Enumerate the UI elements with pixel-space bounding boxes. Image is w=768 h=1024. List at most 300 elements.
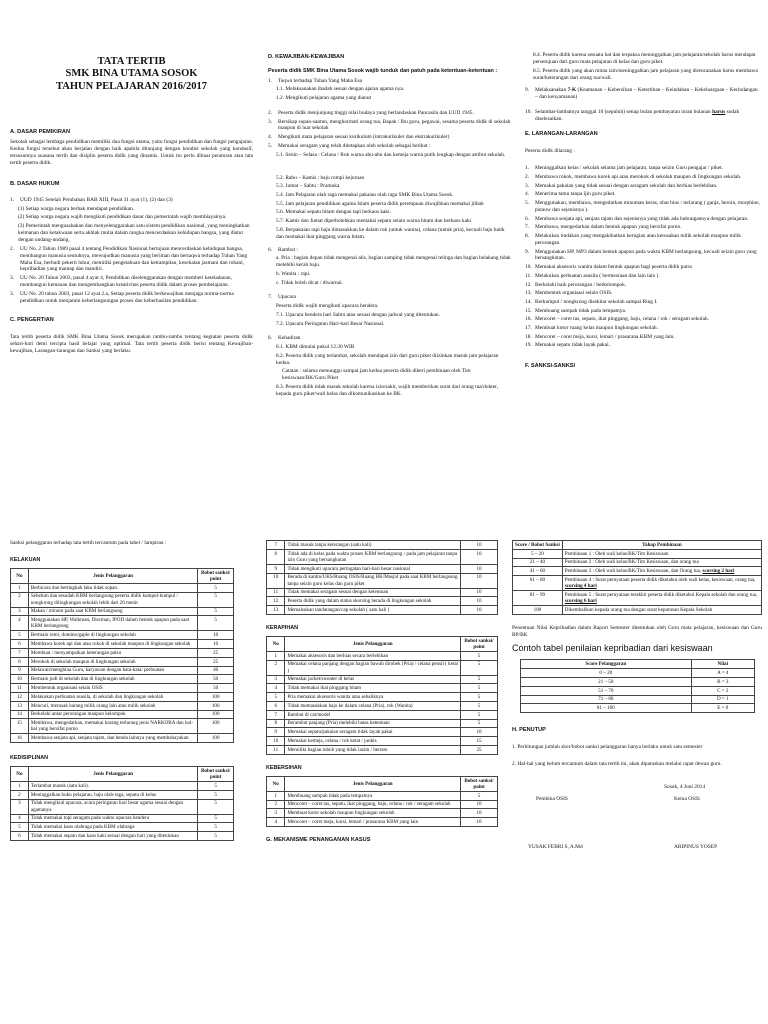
table-cell: 5	[11, 631, 29, 640]
list-item: c. Tidak boleh dicat / diwarnai.	[276, 279, 343, 286]
table-row	[267, 597, 498, 606]
heading-pengertian: C. PENGERTIAN	[10, 316, 54, 323]
table-cell: Bermain remi, domino/gaple di lingkungan sekolah	[28, 631, 198, 640]
table-cell: Memalsukan tandatangan/cap sekolah ( satu kali )	[285, 606, 461, 615]
table-cell: Berada di kantin/UKS/Ruang OSIS/Ruang BK/Masjid pada saat KBM berlangsung tanpa seizin guru kelas dan guru piket	[285, 573, 461, 588]
table-cell: 5	[198, 799, 234, 814]
table-cell: Tidak memakai topi seragam pada waktu upacara bendera	[28, 814, 198, 823]
title-line-1: TATA TERTIB	[97, 56, 166, 67]
list-item: 6. Membawa senjata api, senjata tajam dan sejenisnya yang tidak ada hubungannya dengan pelajaran.	[525, 215, 749, 222]
table-cell: 5	[461, 684, 498, 693]
signer-left-role: Pembina OSIS	[536, 796, 568, 803]
table-cell: 5	[198, 823, 234, 832]
table-row	[267, 606, 498, 615]
table-row	[11, 782, 234, 791]
table-row	[513, 591, 762, 606]
table-cell: 10	[461, 728, 498, 737]
table-row	[513, 567, 762, 576]
table-cell: 5	[461, 675, 498, 684]
table-cell: Sebelum dan sesudah KBM berlangsung peserta didik kumpul-kumpul / nongkrong dilingkungan sekolah lebih dari 20 menit	[28, 592, 198, 607]
list-item: 9. Melaksanakan 7-K (Keamanan – Kebersihan – Ketertiban – Keindahan – Kekeluargaan – Kerindangan – dan kenyamanan)	[525, 87, 758, 101]
list-item: 5.1. Senin – Selasa : Celana / Rok warna abu-abu dan kemeja warna putih lengkap dengan atribut sekolah.	[276, 151, 506, 158]
list-item: 5.2. Rabu – Kamis : baju rompi kejuruan	[276, 174, 365, 181]
penutup-item-2: 2. Hal-hal yang belum tercantum dalam tata tertib ini, akan dipatuskan melalui rapat dewan guru.	[512, 761, 722, 768]
table-cell: 100	[198, 734, 234, 743]
table-cell: 4	[267, 818, 285, 827]
table-header-row	[513, 541, 762, 550]
table-row	[267, 800, 498, 809]
table-cell: 10	[198, 640, 234, 649]
table-row	[11, 607, 234, 616]
table-row	[11, 710, 234, 719]
table-row	[267, 684, 498, 693]
table-row	[11, 592, 234, 607]
table-row	[11, 701, 234, 710]
table-cell: 10	[461, 809, 498, 818]
list-item: 16. Mencoret – coret tas, sepatu, ikat pinggang, baju, celana / rok / seragam sekolah.	[525, 316, 709, 323]
page1-left-column	[10, 56, 253, 526]
col-jenis: Jenis Pelanggaran	[285, 776, 461, 791]
list-item: 8. Kehadiran	[268, 335, 301, 342]
col-no: No	[267, 636, 285, 651]
page2-right-column	[512, 540, 762, 1020]
table-row	[520, 677, 754, 686]
table-cell: Dikembalikan kepada orang tua dengan surat keputusan Kepala Sekolah	[562, 606, 761, 615]
table-row	[11, 790, 234, 799]
heading-larangan: E. LARANGAN-LARANGAN	[525, 131, 598, 138]
list-item: (3) Pemerintah mengusahakan dan menyelenggarakan satu sistem pendidikan nasional, yang meningkatkan keimanan dan ketakwaan serta akhlak mulia dalam rangka mencerdaskan kehidupan bangsa, yang diatur dengan undang-undang.	[18, 223, 250, 243]
list-item: Peserta didik wajib mengikuti upacara bendera.	[276, 303, 379, 310]
table-cell: 3	[267, 809, 285, 818]
table-cell: Berbicara dan bertingkah laku tidak sopan.	[28, 583, 198, 592]
table-cell: Pembinaan 5 : Surat pernyataan terakhir peserta didik diketahui Kepala sekolah dan orang tua, scorsing 6 hari	[562, 591, 761, 606]
table-row	[267, 541, 498, 550]
list-item: 1.2. Mengikuti pelajaran agama yang dianut	[276, 94, 372, 101]
table-cell: Memakai aksesoris dan berhias secara berlebihan	[285, 651, 461, 660]
table-cell: Merokok di sekolah maupun di lingkungan sekolah	[28, 657, 198, 666]
table-row	[513, 606, 762, 615]
table-row	[520, 669, 754, 678]
table-cell: Rambut di cat/model	[285, 710, 461, 719]
table-cell: Memakai jacket/sweater di kelas	[285, 675, 461, 684]
list-item: 8.4. Peserta didik karena sesuatu hal dan terpaksa meninggalkan jam pelajaran/sekolah harus mendapat persetujuan dari guru mata pelajaran di kelas dan guru piket.	[533, 52, 756, 65]
title-line-3: TAHUN PELAJARAN 2016/2017	[56, 80, 207, 92]
table-cell: Memakai kemeja, celana / rok ketat / junkis	[285, 737, 461, 746]
table-cell: A = 4	[692, 669, 754, 678]
pembinaan-table	[512, 540, 762, 615]
table-cell: Tidak ada di kelas pada waktu proses KBM berlangsung / pada jam pelajaran tanpa izin Guru yang bersangkutan	[285, 549, 461, 564]
table-row	[267, 693, 498, 702]
table-cell: 40	[198, 666, 234, 675]
nilai-table	[520, 659, 755, 713]
table-cell: 2	[11, 592, 29, 607]
table-header-row	[520, 660, 754, 669]
table-cell: 5	[198, 607, 234, 616]
table-cell: 100	[198, 719, 234, 734]
signer-right-role: Ketua OSIS	[674, 796, 700, 803]
list-item: 7.2. Upacara Peringatan Hari-hari Besar Nasional.	[276, 320, 385, 327]
col-skor: Score Pelanggaran	[520, 660, 692, 669]
table-cell: 11	[11, 684, 29, 693]
table-cell: Tidak memakai sepatu dan kaos kaki sesuai dengan hari yang ditentukan	[28, 832, 198, 841]
table-cell: 7	[267, 710, 285, 719]
list-item: 17. Membuat kotor ruang kelas maupun lingkungan sekolah.	[525, 325, 658, 332]
table-cell: 25	[198, 657, 234, 666]
page2-middle-column	[266, 540, 498, 1020]
table-cell: 10	[461, 597, 498, 606]
table-cell: 10	[461, 588, 498, 597]
table-cell: Membuang sampah tidak pada tempatnya	[285, 791, 461, 800]
table-row	[520, 704, 754, 713]
kelakuan-table	[10, 568, 234, 743]
table-cell: 10	[11, 675, 29, 684]
table-cell: 2	[267, 800, 285, 809]
sanksi-intro: Sanksi pelanggaran terhadap tata tertib tercantum pada tabel / lampiran :	[10, 540, 167, 546]
table-cell: 5	[461, 719, 498, 728]
col-no: No	[11, 568, 29, 583]
list-item: 4. Mengikuti mata pelajaran sesuai kurikulum (intrakurikuler dan ekstrakurikuler)	[268, 134, 450, 141]
table-cell: 41 – 60	[513, 567, 563, 576]
table-header-row	[267, 636, 498, 651]
signature-block	[512, 784, 762, 874]
table-cell: Pembinaan 3 : Oleh wali kelas/BK/Tim Kesiswaan, dan Orang tua, scorsing 2 hari	[562, 567, 761, 576]
col-bobot: Bobot sanksi/ point	[461, 636, 498, 651]
table-cell: 10	[461, 573, 498, 588]
list-item: 1. Taqwa terhadap Tuhan Yang Maha Esa	[268, 77, 363, 84]
table-cell: 9	[11, 666, 29, 675]
table-row	[11, 583, 234, 592]
table-cell: 4	[11, 616, 29, 631]
list-item: 13. Membentuk organisasi selain OSIS.	[525, 290, 613, 297]
col-bobot: Bobot sanksi/ point	[198, 568, 234, 583]
table-cell: Meninggalkan buku pelajaran, baju olah-raga, sepatu di kelas	[28, 790, 198, 799]
table-row	[513, 549, 762, 558]
kedisiplinan-table-continued	[266, 540, 498, 615]
table-cell: Membawa korek api dan atau rokok di sekolah maupun di lingkungan sekolah	[28, 640, 198, 649]
table-cell: 10	[461, 606, 498, 615]
list-item: 12. Berkelahi baik perorangan / berkelompok.	[525, 281, 627, 288]
table-cell: 5	[461, 651, 498, 660]
heading-mekanisme: G. MEKANISME PENANGANAN KASUS	[266, 836, 371, 843]
kerapihan-table	[266, 636, 498, 755]
table-cell: Tidak memakai ikat pinggang hitam	[285, 684, 461, 693]
table-cell: 10	[461, 800, 498, 809]
list-item: 10. Memakai aksesoris wanita dalam bentuk apapun bagi peserta didik putra	[525, 264, 692, 271]
table-row	[11, 684, 234, 693]
heading-sanksi: F. SANKSI-SANKSI	[525, 363, 576, 370]
table-row	[11, 734, 234, 743]
table-cell: 14	[11, 710, 29, 719]
table-cell: Melakukan perbuatan asusila, di sekolah dan lingkungan sekolah	[28, 692, 198, 701]
table-cell: 71 – 80	[520, 695, 692, 704]
table-cell: 9	[267, 564, 285, 573]
table-cell: Tidak mengikuti upacara peringatan hari-hari besar nasional	[285, 564, 461, 573]
table-cell: 21 – 50	[520, 677, 692, 686]
list-item: 4. Menerima tamu tanpa ijin guru piket.	[525, 191, 616, 198]
table-cell: 5	[267, 693, 285, 702]
table-row	[11, 616, 234, 631]
list-item: 5.8. Berpakaian rapi baju dimasukkan ke dalam rok (untuk wanita), celana (untuk pria), kecuali baju batik dan memakai ikat pinggang warna hitam.	[276, 226, 505, 240]
table-cell: 8	[267, 719, 285, 728]
table-row	[11, 675, 234, 684]
larangan-intro: Peserta didik dilarang :	[525, 148, 575, 155]
table-cell: 1	[11, 782, 29, 791]
table-cell: 10	[461, 541, 498, 550]
table-cell: Peserta didik yang dalam status skorsing berada di lingkungan sekolah	[285, 597, 461, 606]
table-cell: Membentuk organisasi selain OSIS	[28, 684, 198, 693]
list-item: 15. Membuang sampah tidak pada tempatnya.	[525, 307, 627, 314]
table-header-row	[267, 776, 498, 791]
table-row	[11, 657, 234, 666]
table-cell: Mencoret – coret meja, kursi, lemari / prasarana KBM yang lain	[285, 818, 461, 827]
table-row	[267, 651, 498, 660]
table-row	[267, 702, 498, 711]
heading-kewajiban: D. KEWAJIBAN-KEWAJIBAN	[268, 54, 345, 60]
table-cell: 13	[11, 701, 29, 710]
table-row	[11, 799, 234, 814]
table-cell: Memakai sepatu/pakaian seragam tidak layak pakai	[285, 728, 461, 737]
table-cell: 5	[198, 616, 234, 631]
table-row	[513, 558, 762, 567]
table-cell: 100	[198, 701, 234, 710]
table-cell: 81 – 100	[520, 704, 692, 713]
col-no: No	[267, 776, 285, 791]
table-row	[11, 631, 234, 640]
table-row	[267, 746, 498, 755]
pengertian-text: Tata tertib peserta didik SMK Bina Utama Sosok merupakan rambu-rambu tentang kegiatan peserta didik sehari-hari demi tercipta hasil belajar yang optimal. Tata tertib peserta didik berisi tentang Kewajiban-kewajiban, Larangan-larangan dan Sanksi yang berlaku.	[10, 333, 253, 354]
table-row	[520, 686, 754, 695]
table-cell: Pria memakai aksesoris wanita atau sebaliknya	[285, 693, 461, 702]
table-cell: 9	[267, 728, 285, 737]
table-cell: Membuat kotor sekolah maupun lingkungan sekolah	[285, 809, 461, 818]
list-item: 1.1. Melaksanakan ibadah sesuai dengan ajaran agama nya.	[276, 86, 405, 93]
document-title	[10, 56, 253, 93]
table-cell: E = 0	[692, 704, 754, 713]
table-cell: 3	[11, 607, 29, 616]
signer-left-name: YUSAK FEBRI S, A.Md	[528, 844, 583, 851]
table-cell: 0 – 20	[520, 669, 692, 678]
table-cell: 5	[461, 660, 498, 675]
table-cell: 15	[461, 737, 498, 746]
list-item: 1. Meninggalkan kelas / sekolah selama jam pelajaran, tanpa seizin Guru pengajar / piket.	[525, 165, 724, 172]
table-cell: 10	[461, 549, 498, 564]
table-cell: Memakai celana panjang dengan bagian bawah dirobek (Pria) / celana pensil ( ketat )	[285, 660, 461, 675]
table-cell: 5	[198, 583, 234, 592]
heading-kelakuan: KELAKUAN	[10, 556, 41, 563]
list-item: 5.6. Memakai sepatu hitam dengan tapi berkaos kaki.	[276, 209, 391, 216]
list-item: 8.1. KBM dimulai pukul 12.30 WIB	[276, 344, 355, 351]
col-tahap: Tahap Pembinaan	[562, 541, 761, 550]
list-item: 14. Berkumpul / nongkrong disekitar sekolah sampai Ring I.	[525, 298, 658, 305]
table-cell: 5	[198, 790, 234, 799]
heading-kebersihan: KEBERSIHAN	[266, 764, 302, 771]
table-cell: Berkelahi antar perorangan maupun kelompok	[28, 710, 198, 719]
tempat-tanggal: Sosok, 4 Juni 2014	[664, 784, 706, 791]
list-item: 8.3. Peserta didik tidak masuk sekolah karena izin/sakit, wajib memberikan surat dari orang tua/dokter, kepada guru piket/wali kelas dan dikomunikasikan ke BK.	[276, 384, 499, 397]
table-cell: Makan / minum pada saat KBM berlangsung	[28, 607, 198, 616]
table-row	[11, 823, 234, 832]
table-cell: 15	[11, 719, 29, 734]
list-item: 5.3. Jumat – Sabtu : Pramuka	[276, 183, 340, 190]
table-cell: 3	[267, 675, 285, 684]
table-cell: 10	[267, 573, 285, 588]
table-cell: 25	[198, 649, 234, 658]
list-item: 2. Peserta didik menjunjung tinggi nilai budaya yang berlandaskan Pancasila dan UUD 1945.	[268, 109, 474, 116]
table-cell: B = 3	[692, 677, 754, 686]
table-row	[267, 675, 498, 684]
table-cell: Memiliki bagian tubuh yang tidak lazim / bertato	[285, 746, 461, 755]
heading-dasar-pemikiran: A. DASAR PEMIKIRAN	[10, 129, 70, 136]
list-item: 5.7. Kamis dan Jumat diperbolehkan memakai sepatu selain warna hitam dan berkaos kaki	[276, 218, 472, 225]
list-item: 2. Membawa rokok, membawa korek api atau merokok di sekolah maupun di lingkungan sekolah.	[525, 173, 742, 180]
table-cell: 10	[198, 631, 234, 640]
dasar-pemikiran-text: Sekolah sebagai lembaga pendidikan memiliki dua fungsi utama, yaitu fungsi pendidikan dan fungsi pengajaran. Kedua fungsi tersebut akan berjalan dengan baik apabila ditunjang dengan kondisi sekolah yang kondusif, tersusunnya suasana tertib dan disiplin peserta didik yang dinamis. Untuk itu perlu dibuat peraturan atau tata tertib peserta didik.	[10, 139, 253, 166]
list-item: 3. UU No. 20 tahun 2003, pasal 12 ayat 2.a, Setiap peserta didik berkewajiban menjaga norma-norma pendidikan untuk menjamin keberlangsungan proses dan keberhasilan pendidikan.	[10, 290, 234, 304]
list-item: 11. Melakukan perbuatan asusila ( bermesraan dan lain lain ).	[525, 272, 660, 279]
list-item: (2) Setiap warga negara wajib mengikuti pendidikan dasar dan pemerintah wajib membiayainya.	[18, 214, 227, 221]
list-item: 5. Menggunakan, membawa, mengedarkan minuman keras, obat bius / terlarang ( ganja, heroin, morphine, putauw dan sejenisnya ).	[525, 199, 760, 213]
table-cell: 100	[198, 710, 234, 719]
dasar-hukum-list	[10, 197, 253, 304]
heading-kedisiplinan: KEDISIPLINAN	[10, 755, 49, 762]
table-cell: 5	[461, 693, 498, 702]
table-cell: 5	[11, 823, 29, 832]
kewajiban-intro: Peserta didik SMK Bina Utama Sosok wajib tunduk dan patuh pada ketentuan-ketentuan :	[268, 68, 498, 75]
catatan-note: Catatan : selama menunggu sampai jam kedua peserta didik diberi pembinaan oleh Tim kesiswaan/BK/Guru Piket	[282, 368, 471, 382]
kebersihan-table	[266, 776, 498, 827]
table-row	[267, 573, 498, 588]
table-cell: Menggunakan HP, Walkman, Discman, IPOD dalam bentuk apapun pada saat KBM berlangsung	[28, 616, 198, 631]
heading-penutup: H. PENUTUP	[512, 727, 546, 734]
list-item: 7. Membawa, mengedarkan dalam bentuk apapun yang bersifat porno.	[525, 224, 682, 231]
table-cell: C = 2	[692, 686, 754, 695]
table-cell: 2	[267, 660, 285, 675]
table-cell: 5	[198, 832, 234, 841]
list-item: 3. Bersikap sopan-santun, menghormati orang tua, Bapak / Ibu guru, pegawai, sesama peserta didik di sekolah maupun di luar sekolah	[268, 118, 511, 132]
table-cell: Bermain judi di sekolah dan di lingkungan sekolah	[28, 675, 198, 684]
table-row	[267, 549, 498, 564]
list-item: 2. UU No. 2 Tahun 1989 pasal 4 tentang Pendidikan Nasional bertujuan mencerdaskan kehidupan bangsa, membangun manusia seutuhnya, mewujudkan manusia yang beriman dan bertaqwa terhadap Tuhan Yang Maha Esa, berbudi pekerti luhur, memiliki pengetahuan dan ketrampilan, kesehatan jasmani dan rohani, kepribadian yang mantap dan mandiri.	[10, 245, 248, 273]
table-cell: Membawa, mengedarkan, memakai barang terlarang jenis NARKOBA dan hal-hal yang bersifat porno	[28, 719, 198, 734]
table-cell: Tidak memasukkan baju ke dalam celana (Pria), rok (Wanita)	[285, 702, 461, 711]
contoh-title: Contoh tabel penilaian kepribadian dari kesiswaan	[512, 642, 713, 653]
table-cell: Pembinaan 1 : Oleh wali kelas/BK/Tim Kesiswaan	[562, 549, 761, 558]
table-cell: Mencoret – coret tas, sepatu, ikat pinggang, baju, celana / rok / seragam sekolah	[285, 800, 461, 809]
table-cell: Membuat / menyampaikan keterangan palsu	[28, 649, 198, 658]
table-cell: 10	[267, 737, 285, 746]
table-row	[11, 692, 234, 701]
list-item: 19. Memakai sepatu tidak layak pakai.	[525, 342, 610, 349]
table-row	[11, 719, 234, 734]
col-bobot: Bobot sanksi/ point	[198, 767, 234, 782]
list-item: 18. Mencoret – coret meja, kursi, lemari / prasarana KBM yang lain.	[525, 333, 675, 340]
table-row	[11, 832, 234, 841]
col-bobot: Bobot sanksi/ point	[461, 776, 498, 791]
page2-left-column	[10, 540, 234, 1020]
col-no: No	[11, 767, 29, 782]
col-score: Score / Bobot Sanksi	[513, 541, 563, 550]
table-cell: Tidak masuk tanpa keterangan (satu kali)	[285, 541, 461, 550]
heading-kerapihan: KERAPIHAN	[266, 624, 299, 631]
larangan-list	[525, 165, 760, 349]
table-cell: 1	[267, 651, 285, 660]
table-cell: 4	[267, 684, 285, 693]
table-row	[267, 791, 498, 800]
col-jenis: Jenis Pelanggaran	[285, 636, 461, 651]
table-row	[520, 695, 754, 704]
table-cell: 81 – 99	[513, 591, 563, 606]
title-line-2: SMK BINA UTAMA SOSOK	[65, 68, 198, 80]
list-item: 8.2. Peserta didik yang terlambat, sekolah mendapat izin dari guru piket diizinkan masuk jam pelajaran kedua.	[276, 352, 499, 366]
table-header-row	[11, 767, 234, 782]
table-cell: 16	[11, 734, 29, 743]
table-cell: 6	[11, 640, 29, 649]
penutup-item-1: 1. Perhitungan jumlah skor/bobot sanksi pelanggaran hanya berlaku untuk satu semester	[512, 744, 703, 751]
col-jenis: Jenis Pelanggaran	[28, 767, 198, 782]
table-cell: 4	[11, 814, 29, 823]
table-cell: 2	[11, 790, 29, 799]
table-cell: 50	[198, 675, 234, 684]
table-cell: Melawan/menghina Guru, karyawan dengan kata-kata/ perbuatan	[28, 666, 198, 675]
table-cell: 6	[11, 832, 29, 841]
table-cell: 21 – 40	[513, 558, 563, 567]
penentuan-text: Penentuan Nilai Kepribadian dalam Raport Semester ditentukan oleh Guru mata pelajaran, kesiswaan dan Guru BP/BK	[512, 624, 762, 638]
table-cell: Tidak mengikuti upacara, acara peringatan hari besar agama sesuai dengan agamanya	[28, 799, 198, 814]
table-cell: 100	[513, 606, 563, 615]
table-cell: 100	[198, 692, 234, 701]
table-row	[267, 660, 498, 675]
table-cell: Tidak memakai seragam sesuai dengan ketentuan	[285, 588, 461, 597]
list-item: 1. UUD 1945 Setelah Perubahan BAB XIII, Pasal 31 ayat (1), (2) dan (3)	[10, 197, 173, 204]
list-item: 10. Selambat-lambatnya tanggal 10 (sepuluh) setiap bulan pembayaran iuran bulanan harus sudah diselesaikan.	[525, 109, 740, 123]
list-item: 3. UU No. 20 Tahun 2003, pasal 4 ayat 4, Pendidikan diselenggarakan dengan memberi keteladanan, membangun kemauan dan mengembangkan kreativitas peserta didik dalam proses pembelajaran.	[10, 275, 232, 289]
list-item: 8.5. Peserta didik yang akan minta izin/meninggalkan jam pelajaran yang direncanakan harus membawa surat/keterangan dari orang tua/wali.	[533, 67, 758, 81]
table-cell: 8	[11, 657, 29, 666]
table-cell: 8	[267, 549, 285, 564]
list-item: 7. Upacara	[268, 294, 296, 301]
table-row	[267, 719, 498, 728]
table-cell: 6	[267, 702, 285, 711]
table-cell: 12	[267, 597, 285, 606]
table-cell: Berambut panjang (Pria) melebihi batas ketentuan	[285, 719, 461, 728]
table-row	[11, 814, 234, 823]
list-item: 5.4. Jam Pelajaran olah raga memakai pakaian olah raga SMK Bina Utama Sosok.	[276, 191, 454, 198]
table-cell: 5	[461, 702, 498, 711]
table-cell: 5	[198, 814, 234, 823]
table-row	[267, 588, 498, 597]
page1-right-column	[525, 52, 760, 526]
table-cell: Membawa senjata api, senjata tajam, dan benda lainnya yang membahayakan	[28, 734, 198, 743]
table-cell: 10	[461, 818, 498, 827]
table-cell: 5	[461, 710, 498, 719]
table-cell: 5	[198, 592, 234, 607]
list-item: 3. Memakai pakaian yang tidak sesuai dengan seragam sekolah dan berhias berlebihan.	[525, 182, 718, 189]
table-cell: 1	[267, 791, 285, 800]
table-cell: Tidak memakai kaos olahraga pada KBM olahraga	[28, 823, 198, 832]
table-cell: D = 1	[692, 695, 754, 704]
table-row	[11, 666, 234, 675]
table-cell: 1	[11, 583, 29, 592]
table-row	[513, 576, 762, 591]
table-cell: 5 – 20	[513, 549, 563, 558]
table-cell: 51 – 70	[520, 686, 692, 695]
list-item: 8. Melakukan tindakan yang mengakibatkan kerugian atau kerusakan milik sekolah maupun milik perorangan.	[525, 232, 741, 246]
table-cell: 50	[198, 684, 234, 693]
list-item: 5. Memakai seragam yang telah ditetapkan oleh sekolah sebagai berikut :	[268, 142, 431, 149]
table-cell: Pembinaan 4 : Surat pernyataan peserta didik diketahui oleh wali kelas, kesiswaan, orang tua, scorsing 4 hari	[562, 576, 761, 591]
table-row	[11, 640, 234, 649]
table-row	[267, 737, 498, 746]
